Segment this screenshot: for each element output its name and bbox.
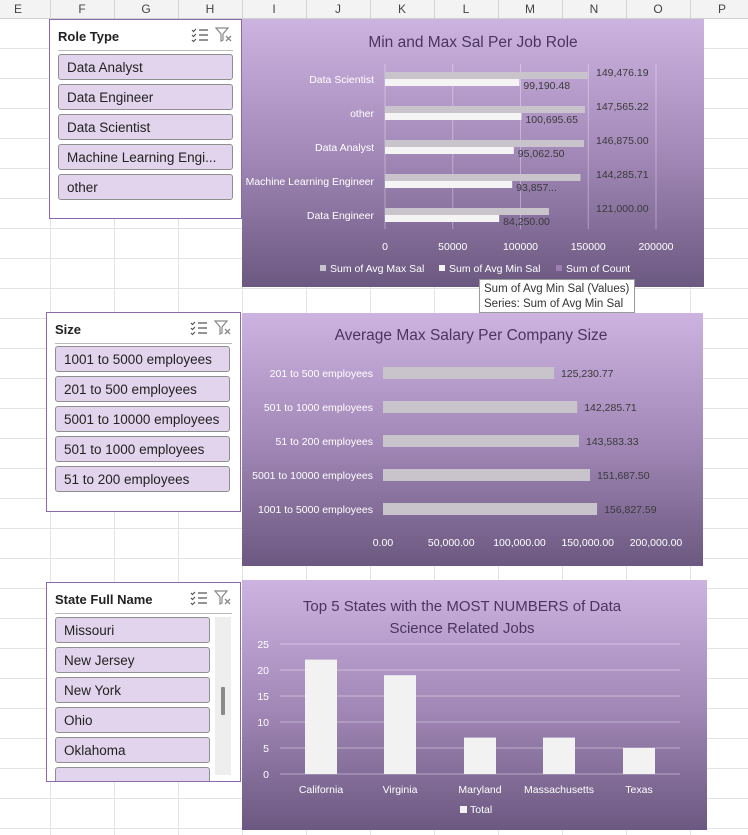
bar-max-salary [383,401,577,413]
category-label: Machine Learning Engineer [245,176,374,188]
bar-max-salary [383,503,597,515]
column-header-K[interactable]: K [397,2,406,16]
chart1-svg [242,19,704,287]
category-label: Massachusetts [523,784,595,796]
category-label: Texas [625,784,653,796]
chart-max-salary-per-company-size[interactable] [242,313,703,566]
x-tick-label: 200,000.00 [629,537,683,549]
bar-max-sal [385,72,588,79]
slicer-size [46,312,241,512]
column-header-H[interactable]: H [205,2,215,16]
bar-max-sal [385,174,581,181]
category-label: 51 to 200 employees [275,436,373,448]
data-label-min: 93,857... [516,182,558,194]
slicer-item[interactable]: Oklahoma [55,737,210,763]
category-label: Virginia [382,784,418,796]
slicer-item[interactable]: 51 to 200 employees [55,466,230,492]
data-label-min: 99,190.48 [523,80,571,92]
column-header-F[interactable]: F [78,2,86,16]
slicer-item[interactable]: Missouri [55,617,210,643]
bar-state-total [464,738,496,774]
category-label: Data Scientist [309,74,374,86]
slicer-item[interactable]: Machine Learning Engi... [58,144,233,170]
bar-state-total [384,675,416,774]
data-label-max: 121,000.00 [596,203,649,215]
chart-title: Average Max Salary Per Company Size [334,327,608,344]
bar-min-sal [385,181,512,188]
legend-swatch [320,265,326,271]
x-tick-label: 0.00 [372,537,394,549]
x-tick-label: 150000 [570,241,606,253]
data-label: 125,230.77 [560,368,614,380]
chart3-svg [242,580,707,830]
slicer-item[interactable]: New York [55,677,210,703]
bar-min-sal [385,79,519,86]
y-tick-label: 5 [263,743,269,755]
data-label-min: 95,062.50 [517,148,565,160]
bar-min-sal [385,147,514,154]
bar-state-total [305,660,337,774]
y-tick-label: 15 [257,691,269,703]
slicer-item[interactable]: 1001 to 5000 employees [55,346,230,372]
category-label: 501 to 1000 employees [263,402,373,414]
x-tick-label: 50,000.00 [427,537,475,549]
slicer-item[interactable]: Ohio [55,707,210,733]
slicer-title: Size [55,322,82,337]
data-label: 142,285.71 [584,402,637,414]
clear-filter-icon[interactable] [214,590,232,606]
legend-label: Sum of Count [566,263,631,275]
slicer-item[interactable]: 5001 to 10000 employees [55,406,230,432]
bar-min-sal [385,113,521,120]
x-tick-label: 50000 [438,241,468,253]
slicer-item[interactable]: other [58,174,233,200]
x-tick-label: 200000 [638,241,674,253]
bar-max-salary [383,367,554,379]
chart-tooltip [479,279,635,313]
slicer-item[interactable]: Data Analyst [58,54,233,80]
chart-top5-states[interactable] [242,580,707,830]
x-tick-label: 100,000.00 [493,537,546,549]
column-header-L[interactable]: L [462,2,470,16]
multi-select-icon[interactable] [191,27,209,43]
data-label-max: 144,285.71 [596,169,649,181]
scrollbar-thumb[interactable] [221,687,225,715]
data-label: 143,583.33 [585,436,639,448]
slicer-item-partial[interactable] [55,767,210,782]
x-tick-label: 150,000.00 [561,537,615,549]
category-label: 1001 to 5000 employees [257,504,373,516]
y-tick-label: 20 [257,665,269,677]
bar-max-sal [385,140,584,147]
slicer-title: State Full Name [55,592,153,607]
data-label-min: 100,695.65 [525,114,579,126]
x-tick-label: 100000 [502,241,539,253]
slicer-header [55,589,232,614]
legend-label: Sum of Avg Max Sal [330,263,425,275]
bar-max-salary [383,435,579,447]
category-label: other [350,108,374,120]
x-tick-label: 0 [382,241,388,253]
slicer-header [58,26,233,51]
column-header-I[interactable]: I [272,2,276,16]
bar-min-sal [385,215,499,222]
legend-swatch [460,806,467,813]
y-tick-label: 0 [263,769,269,781]
chart-min-max-salary-per-role[interactable] [242,19,704,287]
data-label: 156,827.59 [604,504,657,516]
column-header-G[interactable]: G [141,2,151,16]
y-tick-label: 10 [257,717,269,729]
slicer-item[interactable]: New Jersey [55,647,210,673]
column-header-E[interactable]: E [13,2,22,16]
bar-max-sal [385,106,585,113]
bar-max-salary [383,469,590,481]
slicer-role-type [49,19,242,219]
data-label-max: 146,875.00 [596,135,649,147]
multi-select-icon[interactable] [190,590,208,606]
slicer-item[interactable]: Data Engineer [58,84,233,110]
chart-title: Min and Max Sal Per Job Role [368,34,578,51]
legend-label: Total [470,804,493,816]
clear-filter-icon[interactable] [215,27,233,43]
data-label: 151,687.50 [597,470,650,482]
category-label: Data Engineer [306,210,374,222]
slicer-header [55,319,232,344]
data-label-max: 149,476.19 [596,67,649,79]
column-header-M[interactable]: M [525,2,535,16]
category-label: Maryland [458,784,502,796]
category-label: Data Analyst [315,142,374,154]
bar-state-total [623,748,655,774]
category-label: 5001 to 10000 employees [252,470,373,482]
bar-max-sal [385,208,549,215]
category-label: California [298,784,344,796]
multi-select-icon[interactable] [190,320,208,336]
data-label-max: 147,565.22 [596,101,649,113]
legend-label: Sum of Avg Min Sal [449,263,541,275]
tooltip-line2: Series: Sum of Avg Min Sal [484,298,624,310]
clear-filter-icon[interactable] [214,320,232,336]
legend-swatch [439,265,445,271]
slicer-title: Role Type [58,29,120,44]
column-header-O[interactable]: O [653,2,663,16]
bar-state-total [543,738,575,774]
legend-swatch [556,265,562,271]
column-header-J[interactable]: J [335,2,341,16]
y-tick-label: 25 [257,639,269,651]
slicer-state [46,582,241,782]
column-header-P[interactable]: P [717,2,726,16]
column-header-bar [0,0,748,19]
slicer-item[interactable]: 501 to 1000 employees [55,436,230,462]
tooltip-line1: Sum of Avg Min Sal (Values) [484,283,630,295]
chart-title-line2: Science Related Jobs [389,620,535,637]
column-header-N[interactable]: N [589,2,599,16]
slicer-item[interactable]: Data Scientist [58,114,233,140]
slicer-item[interactable]: 201 to 500 employees [55,376,230,402]
data-label-min: 84,250.00 [503,216,550,228]
chart2-svg [242,313,703,566]
category-label: 201 to 500 employees [269,368,373,380]
slicer-scrollbar[interactable] [215,617,231,775]
chart-title-line1: Top 5 States with the MOST NUMBERS of Data [302,598,622,615]
